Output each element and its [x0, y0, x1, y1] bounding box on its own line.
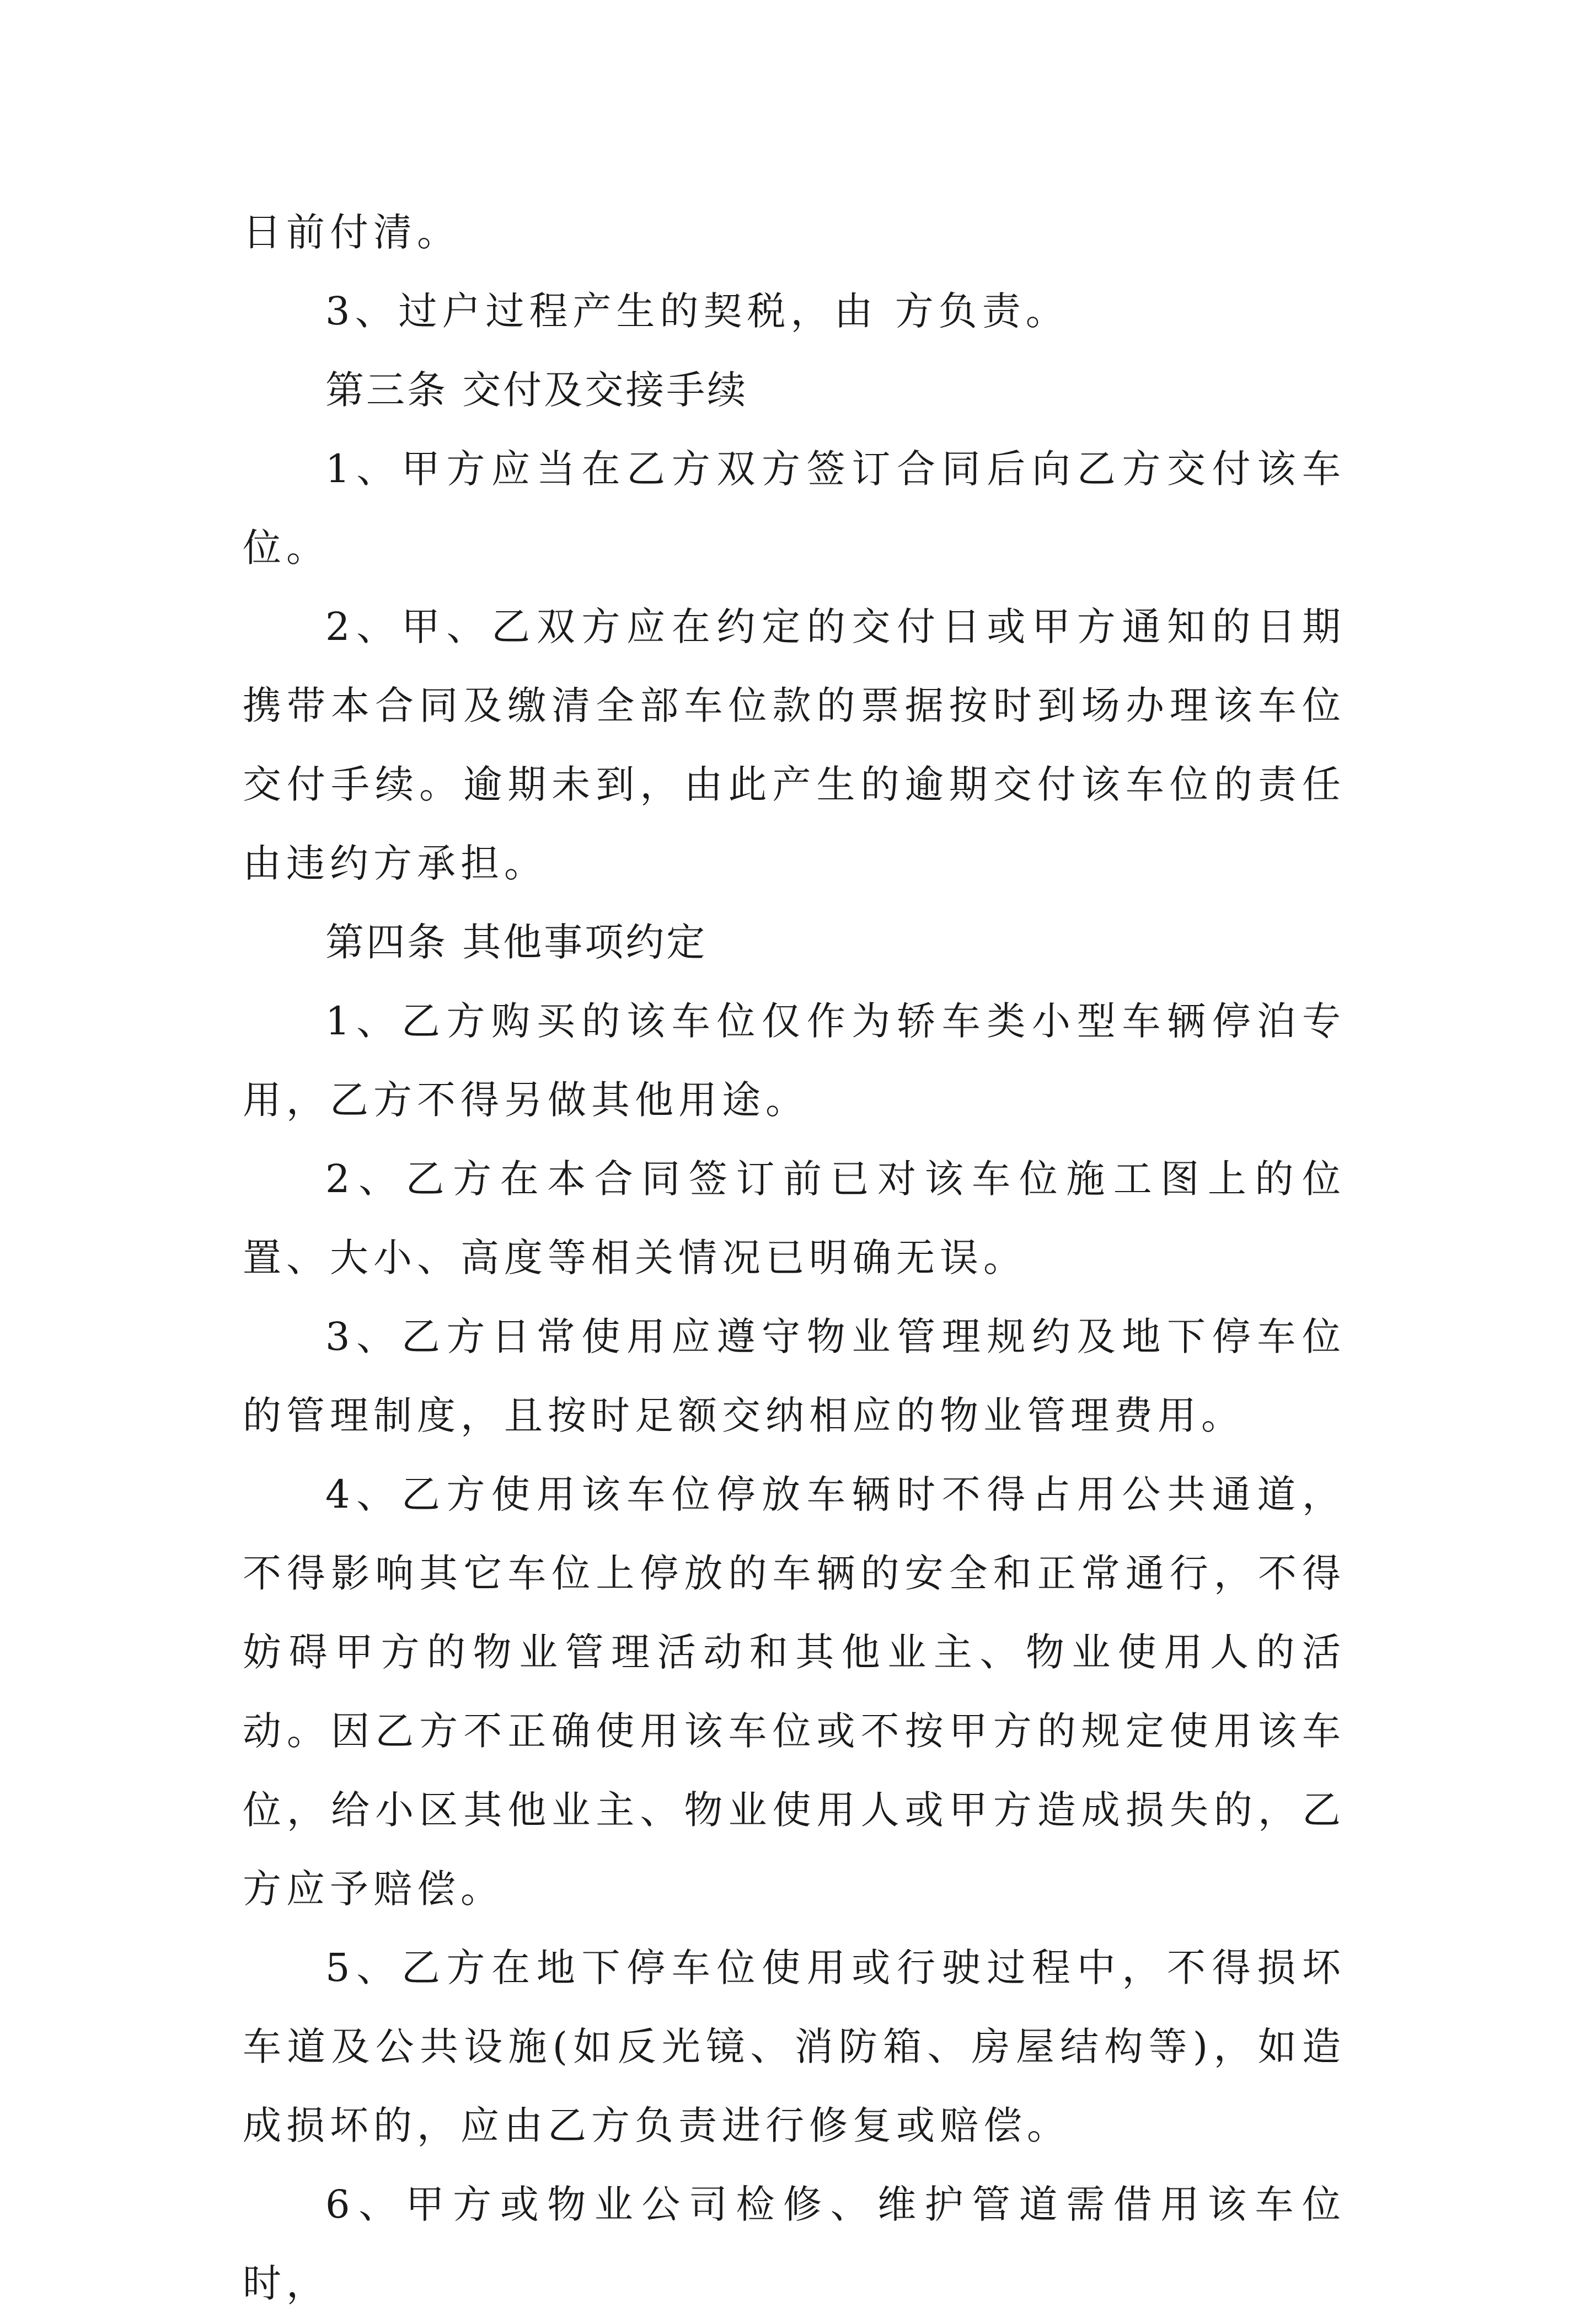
paragraph-item-2-handover: 2、甲、乙双方应在约定的交付日或甲方通知的日期携带本合同及缴清全部车位款的票据按时到场办理该车位交付手续。逾期未到，由此产生的逾期交付该车位的责任由违约方承担。	[243, 604, 1346, 886]
paragraph-item-3-management: 3、乙方日常使用应遵守物业管理规约及地下停车位的管理制度，且按时足额交纳相应的物业管理费用。	[243, 1314, 1346, 1438]
section-heading-article-4: 第四条 其他事项约定	[325, 920, 708, 965]
section-heading-article-3: 第三条 交付及交接手续	[325, 367, 748, 413]
paragraph-item-2-confirmation: 2、乙方在本合同签订前已对该车位施工图上的位置、大小、高度等相关情况已明确无误。	[243, 1156, 1346, 1280]
paragraph-item-5-damage: 5、乙方在地下停车位使用或行驶过程中，不得损坏车道及公共设施(如反光镜、消防箱、房屋结构等)，如造成损坏的，应由乙方负责进行修复或赔偿。	[243, 1945, 1346, 2148]
paragraph-item-1-usage: 1、乙方购买的该车位仅作为轿车类小型车辆停泊专用，乙方不得另做其他用途。	[243, 998, 1346, 1123]
document-body	[243, 193, 1346, 2323]
paragraph-continuation: 日前付清。	[243, 210, 460, 255]
paragraph-item-3-tax: 3、过户过程产生的契税，由 方负责。	[325, 289, 1069, 334]
paragraph-item-4-parking-rules: 4、乙方使用该车位停放车辆时不得占用公共通道，不得影响其它车位上停放的车辆的安全和正常通行，不得妨碍甲方的物业管理活动和其他业主、物业使用人的活动。因乙方不正确使用该车位或不按甲方的规定使用该车位，给小区其他业主、物业使用人或甲方造成损失的，乙方应予赔偿。	[243, 1472, 1346, 1911]
paragraph-item-1-delivery: 1、甲方应当在乙方双方签订合同后向乙方交付该车位。	[243, 446, 1346, 570]
paragraph-item-6-maintenance: 6、甲方或物业公司检修、维护管道需借用该车位时，	[243, 2182, 1346, 2306]
